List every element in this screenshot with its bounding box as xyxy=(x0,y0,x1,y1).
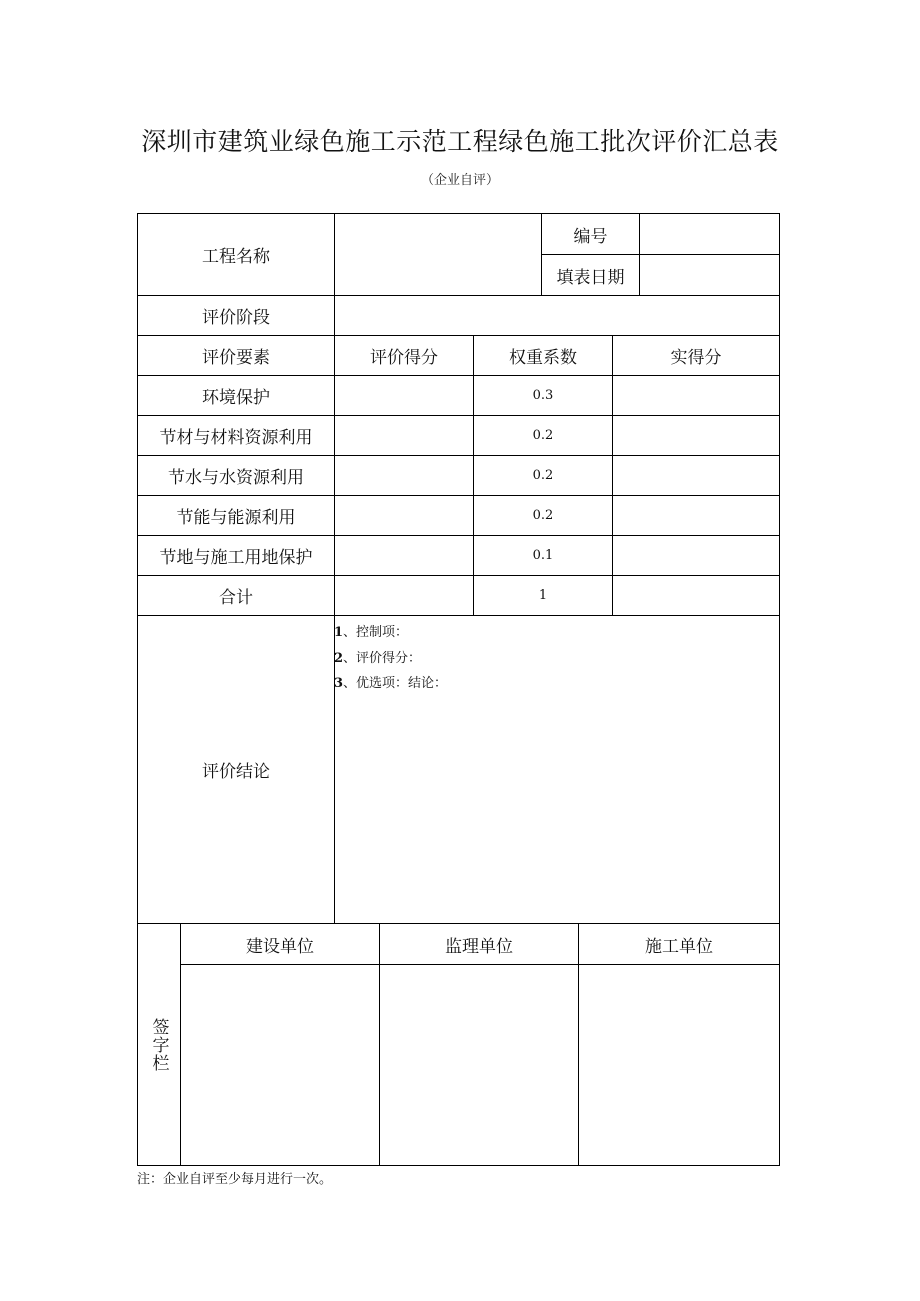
row-actual-cell[interactable] xyxy=(612,535,780,576)
row-actual-cell[interactable] xyxy=(612,415,780,456)
row-element: 节能与能源利用 xyxy=(137,495,335,536)
row-actual-cell[interactable] xyxy=(612,455,780,496)
row-score-cell[interactable] xyxy=(334,455,474,496)
total-weight: 1 xyxy=(473,575,613,616)
number-field[interactable] xyxy=(639,213,780,255)
conclusion-item: 1、控制项： xyxy=(334,625,409,640)
conclusion-item: 2、评价得分： xyxy=(334,650,422,666)
total-actual-cell[interactable] xyxy=(612,575,780,616)
conclusion-item: 3、优选项：结论： xyxy=(334,676,448,691)
footnote: 注：企业自评至少每月进行一次。 xyxy=(137,1172,333,1187)
stage-field[interactable] xyxy=(334,295,780,336)
row-element: 节地与施工用地保护 xyxy=(137,535,335,576)
project-name-label: 工程名称 xyxy=(137,213,335,296)
col-header-actual: 实得分 xyxy=(612,335,780,376)
row-weight: 0.3 xyxy=(473,375,613,416)
number-label: 编号 xyxy=(541,213,640,255)
row-element: 节材与材料资源利用 xyxy=(137,415,335,456)
row-score-cell[interactable] xyxy=(334,415,474,456)
signature-label-cell xyxy=(137,923,181,1166)
signature-box-owner[interactable] xyxy=(180,964,380,1166)
conclusion-items xyxy=(334,620,447,697)
signature-box-contractor[interactable] xyxy=(578,964,780,1166)
row-weight: 0.2 xyxy=(473,495,613,536)
row-score-cell[interactable] xyxy=(334,495,474,536)
row-weight: 0.1 xyxy=(473,535,613,576)
page-subtitle: （企业自评） xyxy=(420,173,499,188)
conclusion-label: 评价结论 xyxy=(137,615,335,924)
signature-box-supervisor[interactable] xyxy=(379,964,579,1166)
signature-unit-supervisor: 监理单位 xyxy=(379,923,579,965)
row-weight: 0.2 xyxy=(473,455,613,496)
project-name-field[interactable] xyxy=(334,213,542,296)
date-field[interactable] xyxy=(639,254,780,296)
row-element: 环境保护 xyxy=(137,375,335,416)
row-weight: 0.2 xyxy=(473,415,613,456)
total-label: 合计 xyxy=(137,575,335,616)
col-header-element: 评价要素 xyxy=(137,335,335,376)
row-score-cell[interactable] xyxy=(334,535,474,576)
row-actual-cell[interactable] xyxy=(612,495,780,536)
date-label: 填表日期 xyxy=(541,254,640,296)
signature-unit-contractor: 施工单位 xyxy=(578,923,780,965)
col-header-weight: 权重系数 xyxy=(473,335,613,376)
page-title: 深圳市建筑业绿色施工示范工程绿色施工批次评价汇总表 xyxy=(141,127,779,156)
signature-label: 签字栏 xyxy=(148,1017,169,1072)
stage-label: 评价阶段 xyxy=(137,295,335,336)
row-actual-cell[interactable] xyxy=(612,375,780,416)
total-score-cell[interactable] xyxy=(334,575,474,616)
col-header-score: 评价得分 xyxy=(334,335,474,376)
signature-unit-owner: 建设单位 xyxy=(180,923,380,965)
row-element: 节水与水资源利用 xyxy=(137,455,335,496)
row-score-cell[interactable] xyxy=(334,375,474,416)
